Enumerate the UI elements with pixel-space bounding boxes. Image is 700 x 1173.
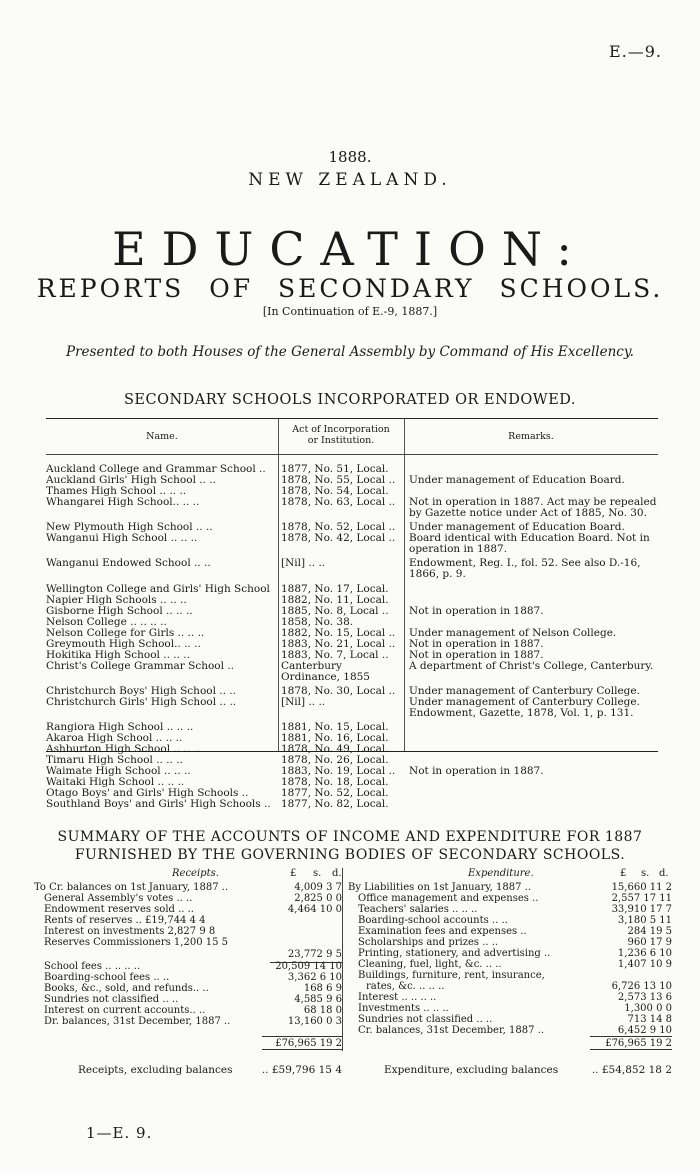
expenditure-label: Boarding-school accounts .. .. [358, 915, 508, 926]
school-remarks: Not in operation in 1887. [409, 638, 544, 650]
expenditure-heading: Expenditure. [468, 868, 534, 879]
expenditure-amount: 1,236 6 10 [617, 948, 672, 959]
expenditure-label: Cleaning, fuel, light, &c. .. .. [358, 959, 502, 970]
school-act: 1882, No. 11, Local. [281, 595, 389, 606]
receipts-col-shillings: s. [313, 868, 322, 879]
expenditure-col-pence: d. [659, 868, 669, 879]
school-act: 1883, No. 7, Local .. [281, 650, 389, 661]
receipt-amount: 4,464 10 0 [287, 904, 342, 915]
receipts-total-rule [262, 1036, 342, 1037]
school-remarks: Not in operation in 1887. [409, 765, 544, 777]
expenditure-amount: 1,300 0 0 [624, 1003, 672, 1014]
receipts-heading: Receipts. [172, 868, 219, 879]
expenditure-amount: 6,726 13 10 [611, 981, 672, 992]
receipt-label: Rents of reserves .. £19,744 4 4 [44, 915, 206, 926]
expenditure-total-rule [590, 1036, 672, 1037]
school-act: Canterbury Ordinance, 1855 [281, 661, 370, 683]
school-act: 1878, No. 26, Local. [281, 755, 389, 766]
expenditure-label: By Liabilities on 1st January, 1887 .. [348, 882, 532, 893]
school-name: Auckland College and Grammar School .. [46, 464, 266, 475]
expenditure-amount: 33,910 17 7 [611, 904, 672, 915]
expenditure-amount: 2,573 13 6 [617, 992, 672, 1003]
school-remarks: Not in operation in 1887. [409, 649, 544, 661]
expenditure-amount: 1,407 10 9 [617, 959, 672, 970]
school-name: Rangiora High School .. .. .. [46, 722, 194, 733]
receipts-col-pence: d. [332, 868, 342, 879]
page-title: EDUCATION: [112, 222, 588, 276]
school-name: Whangarei High School.. .. .. [46, 497, 200, 508]
receipt-amount: 13,160 0 3 [287, 1016, 342, 1027]
expenditure-total-rule-lower [590, 1049, 672, 1050]
school-remarks: Not in operation in 1887. Act may be repealed by Gazette notice under Act of 1885, No. 30. [409, 496, 657, 519]
accounts-divider [342, 868, 343, 1051]
expenditure-amount: 15,660 11 2 [611, 882, 672, 893]
receipts-excluding-label: Receipts, excluding balances [78, 1064, 233, 1076]
column-divider [278, 419, 279, 751]
school-act: 1887, No. 17, Local. [281, 584, 389, 595]
receipt-amount: 23,772 9 5 [287, 949, 342, 960]
accounts-section [0, 868, 700, 1100]
school-act: 1877, No. 51, Local. [281, 464, 389, 475]
school-name: Ashburton High School .. .. .. [46, 744, 201, 755]
year-heading: 1888. [328, 148, 372, 166]
document-reference: E.—9. [608, 42, 662, 61]
expenditure-label: Investments .. .. .. [358, 1003, 449, 1014]
school-remarks: A department of Christ's College, Canterbury. [409, 660, 654, 672]
receipts-col-pounds: £ [290, 868, 297, 879]
expenditure-label: Interest .. .. .. .. [358, 992, 437, 1003]
expenditure-label: Sundries not classified .. .. [358, 1014, 493, 1025]
expenditure-label: rates, &c. .. .. .. [366, 981, 445, 992]
school-name: Auckland Girls' High School .. .. [46, 475, 216, 486]
receipt-amount: 20,509 14 10 [275, 961, 342, 972]
page-signature: 1—E. 9. [86, 1124, 153, 1142]
expenditure-excluding-value: .. £54,852 18 2 [591, 1064, 672, 1076]
expenditure-col-pounds: £ [620, 868, 627, 879]
school-act: 1878, No. 30, Local .. [281, 686, 396, 697]
receipt-label: Interest on current accounts.. .. [44, 1005, 206, 1016]
receipts-excluding-value: .. £59,796 15 4 [261, 1064, 342, 1076]
school-name: Gisborne High School .. .. .. [46, 606, 193, 617]
expenditure-amount: 6,452 9 10 [617, 1025, 672, 1036]
school-name: Akaroa High School .. .. .. [46, 733, 183, 744]
school-remarks: Board identical with Education Board. Not in operation in 1887. [409, 532, 650, 555]
school-remarks: Under management of Canterbury College. Endowment, Gazette, 1878, Vol. 1, p. 131. [409, 696, 640, 719]
receipt-amount: 68 18 0 [303, 1005, 342, 1016]
school-remarks: Under management of Canterbury College. [409, 685, 640, 697]
school-name: Wanganui High School .. .. .. [46, 533, 198, 544]
column-divider [404, 419, 405, 751]
school-act: 1883, No. 21, Local .. [281, 639, 396, 650]
school-act: 1882, No. 15, Local .. [281, 628, 396, 639]
school-remarks: Under management of Education Board. [409, 474, 625, 486]
school-name: Christ's College Grammar School .. [46, 661, 235, 672]
expenditure-label: Scholarships and prizes .. .. [358, 937, 499, 948]
school-name: Christchurch Girls' High School .. .. [46, 697, 237, 708]
school-name: Christchurch Boys' High School .. .. [46, 686, 236, 697]
school-remarks: Under management of Nelson College. [409, 627, 617, 639]
table-header [46, 419, 658, 455]
school-name: Wanganui Endowed School .. .. [46, 558, 211, 569]
header-remarks: Remarks. [508, 431, 554, 442]
receipt-label: Dr. balances, 31st December, 1887 .. [44, 1016, 231, 1027]
receipt-amount: 4,009 3 7 [294, 882, 342, 893]
school-act: 1878, No. 52, Local .. [281, 522, 396, 533]
receipt-label: General Assembly's votes .. .. [44, 893, 193, 904]
receipt-label: School fees .. .. .. .. [44, 961, 141, 972]
header-act-1: Act of Incorporation [292, 424, 390, 435]
schools-table [46, 418, 658, 810]
expenditure-amount: 284 19 5 [627, 926, 672, 937]
receipt-label: Endowment reserves sold .. .. [44, 904, 194, 915]
header-act-2: or Institution. [307, 435, 375, 446]
receipt-amount: 2,825 0 0 [294, 893, 342, 904]
school-name: Thames High School .. .. .. [46, 486, 187, 497]
school-name: Otago Boys' and Girls' High Schools .. [46, 788, 249, 799]
subtotal-rule [270, 962, 342, 963]
page-subtitle: REPORTS OF SECONDARY SCHOOLS. [36, 274, 664, 303]
school-act: 1881, No. 15, Local. [281, 722, 389, 733]
expenditure-amount: 713 14 8 [627, 1014, 672, 1025]
school-act: 1881, No. 16, Local. [281, 733, 389, 744]
receipt-amount: 4,585 9 6 [294, 994, 342, 1005]
summary-title-line-2: FURNISHED BY THE GOVERNING BODIES OF SECONDARY SCHOOLS. [74, 847, 626, 863]
school-name: Waitaki High School .. .. .. [46, 777, 185, 788]
school-name: New Plymouth High School .. .. [46, 522, 213, 533]
school-act: 1877, No. 52, Local. [281, 788, 389, 799]
receipt-label: To Cr. balances on 1st January, 1887 .. [34, 882, 229, 893]
school-remarks: Endowment, Reg. I., fol. 52. See also D.-16, 1866, p. 9. [409, 557, 641, 580]
receipt-amount: 3,362 6 10 [287, 972, 342, 983]
school-name: Napier High Schools .. .. .. [46, 595, 187, 606]
school-act: 1878, No. 55, Local .. [281, 475, 396, 486]
expenditure-amount: 960 17 9 [627, 937, 672, 948]
expenditure-amount: 2,557 17 11 [611, 893, 672, 904]
school-remarks: Under management of Education Board. [409, 521, 625, 533]
school-name: Greymouth High School.. .. .. [46, 639, 201, 650]
expenditure-col-shillings: s. [641, 868, 650, 879]
country-heading: NEW ZEALAND. [248, 170, 452, 190]
expenditure-label: Cr. balances, 31st December, 1887 .. [358, 1025, 544, 1036]
receipt-label: Reserves Commissioners 1,200 15 5 [44, 937, 228, 948]
school-act: 1858, No. 38. [281, 617, 354, 628]
receipt-label: Interest on investments 2,827 9 8 [44, 926, 216, 937]
expenditure-total: £76,965 19 2 [605, 1038, 672, 1049]
school-name: Wellington College and Girls' High School [46, 584, 270, 595]
receipt-label: Boarding-school fees .. .. [44, 972, 170, 983]
school-act: [Nil] .. .. [281, 697, 326, 708]
continuation-note: [In Continuation of E.-9, 1887.] [262, 305, 438, 318]
receipt-label: Books, &c., sold, and refunds.. .. [44, 983, 209, 994]
expenditure-label: Teachers' salaries .. .. .. [358, 904, 478, 915]
school-name: Nelson College for Girls .. .. .. [46, 628, 205, 639]
receipt-amount: 168 6 9 [303, 983, 342, 994]
school-act: [Nil] .. .. [281, 558, 326, 569]
school-act: 1878, No. 42, Local .. [281, 533, 396, 544]
school-name: Hokitika High School .. .. .. [46, 650, 190, 661]
presented-line: Presented to both Houses of the General Assembly by Command of His Excellency. [66, 344, 634, 360]
school-name: Timaru High School .. .. .. [46, 755, 183, 766]
expenditure-label: Office management and expenses .. [358, 893, 539, 904]
school-act: 1885, No. 8, Local .. [281, 606, 389, 617]
receipts-total: £76,965 19 2 [275, 1038, 342, 1049]
school-act: 1878, No. 63, Local .. [281, 497, 396, 508]
school-name: Waimate High School .. .. .. [46, 766, 191, 777]
expenditure-excluding-label: Expenditure, excluding balances [384, 1064, 559, 1076]
school-act: 1883, No. 19, Local .. [281, 766, 396, 777]
school-act: 1878, No. 54, Local. [281, 486, 389, 497]
school-act: 1878, No. 18, Local. [281, 777, 389, 788]
school-name: Southland Boys' and Girls' High Schools .. [46, 799, 271, 810]
school-act: 1878, No. 49, Local. [281, 744, 389, 755]
school-name: Nelson College .. .. .. .. [46, 617, 167, 628]
expenditure-label: Buildings, furniture, rent, insurance, [358, 970, 545, 981]
summary-title [0, 828, 700, 864]
school-act: 1877, No. 82, Local. [281, 799, 389, 810]
receipts-total-rule-lower [262, 1049, 342, 1050]
expenditure-amount: 3,180 5 11 [617, 915, 672, 926]
school-remarks: Not in operation in 1887. [409, 605, 544, 617]
summary-title-line-1: SUMMARY OF THE ACCOUNTS OF INCOME AND EXPENDITURE FOR 1887 [57, 829, 643, 845]
expenditure-label: Examination fees and expenses .. [358, 926, 527, 937]
expenditure-label: Printing, stationery, and advertising .. [358, 948, 551, 959]
receipt-label: Sundries not classified .. .. [44, 994, 179, 1005]
header-name: Name. [146, 431, 178, 442]
schools-heading: SECONDARY SCHOOLS INCORPORATED OR ENDOWED. [123, 392, 576, 408]
